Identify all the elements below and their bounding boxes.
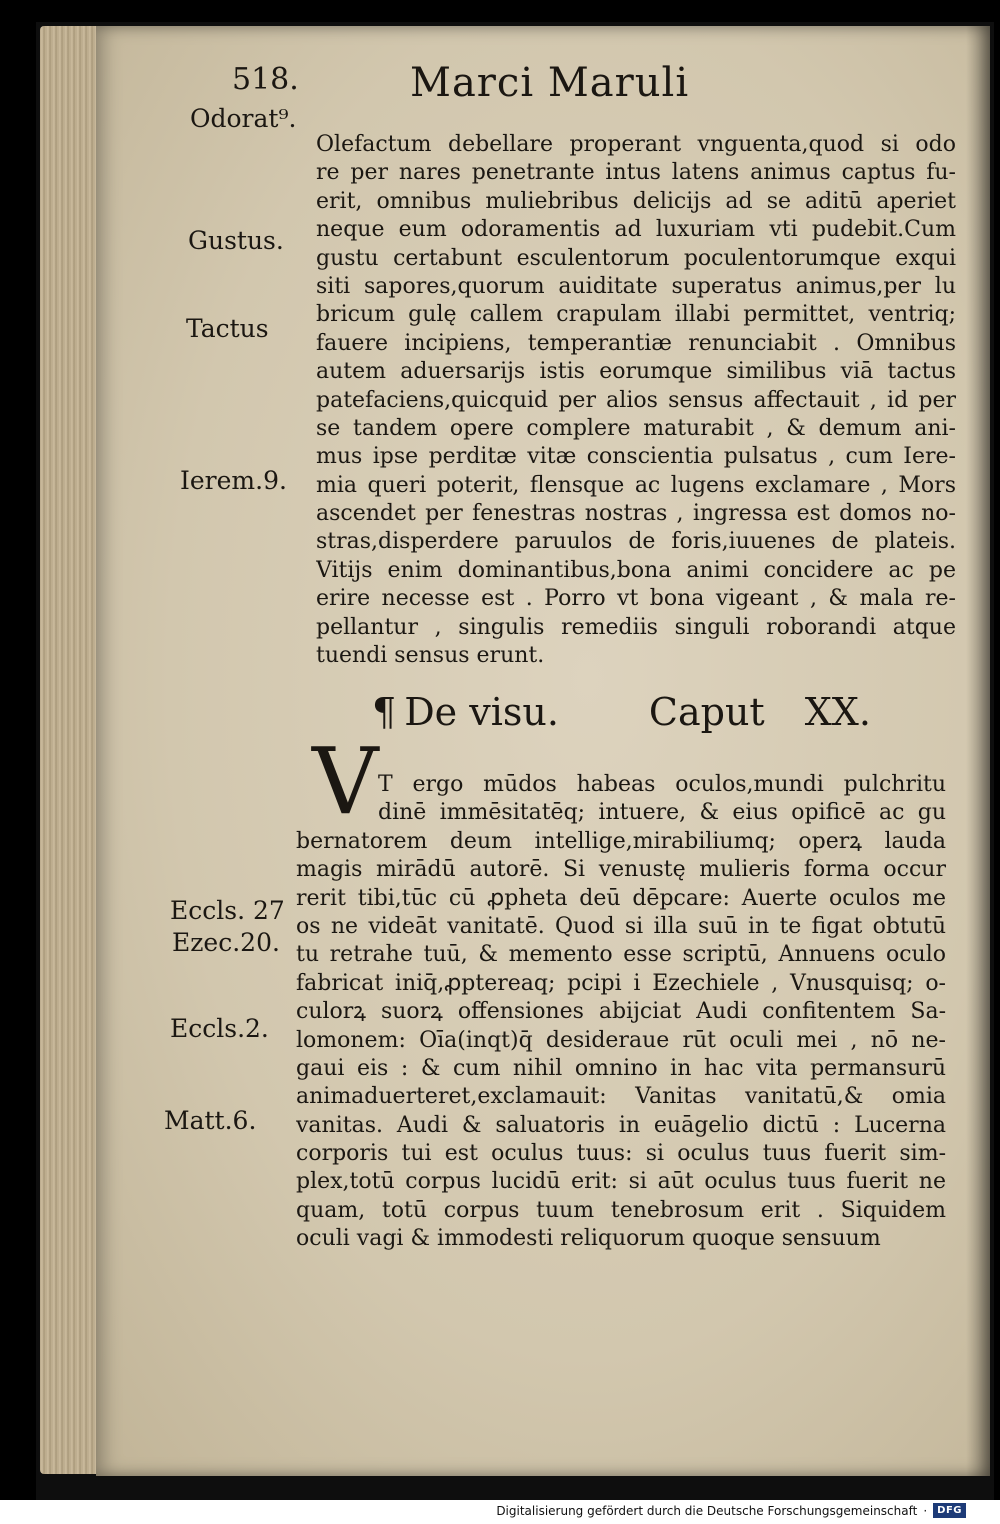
text-line: fabricat iniq̄,ꝓptereaq; pcipi i Ezechiele , Vnusquisq; o- xyxy=(296,970,946,996)
text-line: vanitas. Audi & saluatoris in euāgelio dictū : Lucerna xyxy=(296,1112,946,1138)
dfg-logo: DFG xyxy=(933,1503,966,1518)
margin-note-matt-6: Matt.6. xyxy=(164,1106,257,1135)
text-line: erire necesse est . Porro vt bona vigeant , & mala re- xyxy=(316,586,956,612)
text-line: erit, omnibus muliebribus delicijs ad se aditū aperiet xyxy=(316,188,956,214)
text-line: fauere incipiens, temperantiæ renunciabit . Omnibus xyxy=(316,330,956,356)
chapter-number: XX. xyxy=(804,690,871,734)
text-line: lomonem: Oīa(inqt)q̄ desideraue rūt oculi mei , nō ne- xyxy=(296,1027,946,1053)
text-line: rerit tibi,tūc cū ꝓpheta deū dēpcare: Auerte oculos me xyxy=(296,885,946,911)
text-line: os ne videāt vanitatē. Quod si illa suū in te figat obtutū xyxy=(296,913,946,939)
text-line: patefaciens,quicquid per alios sensus affectauit , id per xyxy=(316,387,956,413)
gutter-shadow xyxy=(966,26,990,1476)
text-line: Vitijs enim dominantibus,bona animi concidere ac pe xyxy=(316,557,956,583)
text-line: siti sapores,quorum auiditate superatus animus,per lu xyxy=(316,273,956,299)
text-line: re per nares penetrante intus latens animus captus fu- xyxy=(316,160,956,186)
text-line: pellantur , singulis remediis singuli roborandi atque xyxy=(316,614,956,640)
chapter-caput: Caput xyxy=(648,690,765,734)
book-fore-edge xyxy=(40,26,100,1474)
margin-note-ierem: Ierem.9. xyxy=(180,466,287,495)
text-line: plex,totū corpus lucidū erit: si aūt oculus tuus fuerit ne xyxy=(296,1169,946,1195)
text-line: neque eum odoramentis ad luxuriam vti pudebit.Cum xyxy=(316,217,956,243)
pilcrow-mark: ¶ xyxy=(372,690,397,734)
chapter-heading xyxy=(372,690,872,734)
body-text-part1 xyxy=(316,130,956,669)
text-line: tu retrahe tuū, & memento esse scriptū, Annuens oculo xyxy=(296,942,946,968)
chapter-title: De visu. xyxy=(404,690,559,734)
text-line: stras,disperdere paruulos de foris,iuuenes de plateis. xyxy=(316,529,956,555)
running-title: Marci Maruli xyxy=(410,60,690,106)
margin-note-eccls-27: Eccls. 27 xyxy=(170,896,285,925)
text-line: bernatorem deum intellige,mirabiliumq; operꝝ lauda xyxy=(296,828,946,854)
text-line: ascendet per fenestras nostras , ingressa est domos no- xyxy=(316,501,956,527)
margin-note-gustus: Gustus. xyxy=(188,226,284,255)
text-line: corporis tui est oculus tuus: si oculus tuus fuerit sim- xyxy=(296,1141,946,1167)
page-number: 518. xyxy=(232,62,299,97)
text-line: dinē immēsitatēq; intuere, & eius opificē ac gu xyxy=(378,800,946,826)
text-line: gaui eis : & cum nihil omnino in hac vita permansurū xyxy=(296,1055,946,1081)
text-line: culorꝝ suorꝝ offensiones abijciat Audi confitentem Sa- xyxy=(296,999,946,1025)
text-line: Olefactum debellare properant vnguenta,quod si odo xyxy=(316,132,956,157)
text-line: gustu certabunt esculentorum poculentorumque exqui xyxy=(316,245,956,271)
body-text-part2 xyxy=(296,770,946,1253)
margin-note-odoratus: Odorat⁹. xyxy=(190,104,297,133)
text-line: T ergo mūdos habeas oculos,mundi pulchritu xyxy=(378,772,946,797)
text-line: mia queri poterit, flensque ac lugens exclamare , Mors xyxy=(316,472,956,498)
margin-note-ezec-20: Ezec.20. xyxy=(172,928,280,957)
text-line: bricum gulę callem crapulam illabi permittet, ventriq; xyxy=(316,302,956,328)
text-line: magis mirādū autorē. Si venustę mulieris forma occur xyxy=(296,857,946,883)
margin-note-tactus: Tactus xyxy=(186,314,269,343)
text-line: autem aduersarijs istis eorumque similibus viā tactus xyxy=(316,359,956,385)
digitization-credit: Digitalisierung gefördert durch die Deutsche Forschungsgemeinschaft · DFG xyxy=(496,1503,966,1518)
text-line: animaduerteret,exclamauit: Vanitas vanitatū,& omia xyxy=(296,1084,946,1110)
text-line: mus ipse perditæ vitæ conscientia pulsatus , cum Iere- xyxy=(316,444,956,470)
text-line: oculi vagi & immodesti reliquorum quoque sensuum xyxy=(296,1226,881,1252)
margin-note-eccls-2: Eccls.2. xyxy=(170,1014,269,1043)
text-line: quam, totū corpus tuum tenebrosum erit . Siquidem xyxy=(296,1197,946,1223)
text-line: se tandem opere complere maturabit , & demum ani- xyxy=(316,415,956,441)
text-line: tuendi sensus erunt. xyxy=(316,643,545,669)
credit-text: Digitalisierung gefördert durch die Deutsche Forschungsgemeinschaft xyxy=(496,1503,918,1518)
drop-cap: V xyxy=(312,728,379,835)
